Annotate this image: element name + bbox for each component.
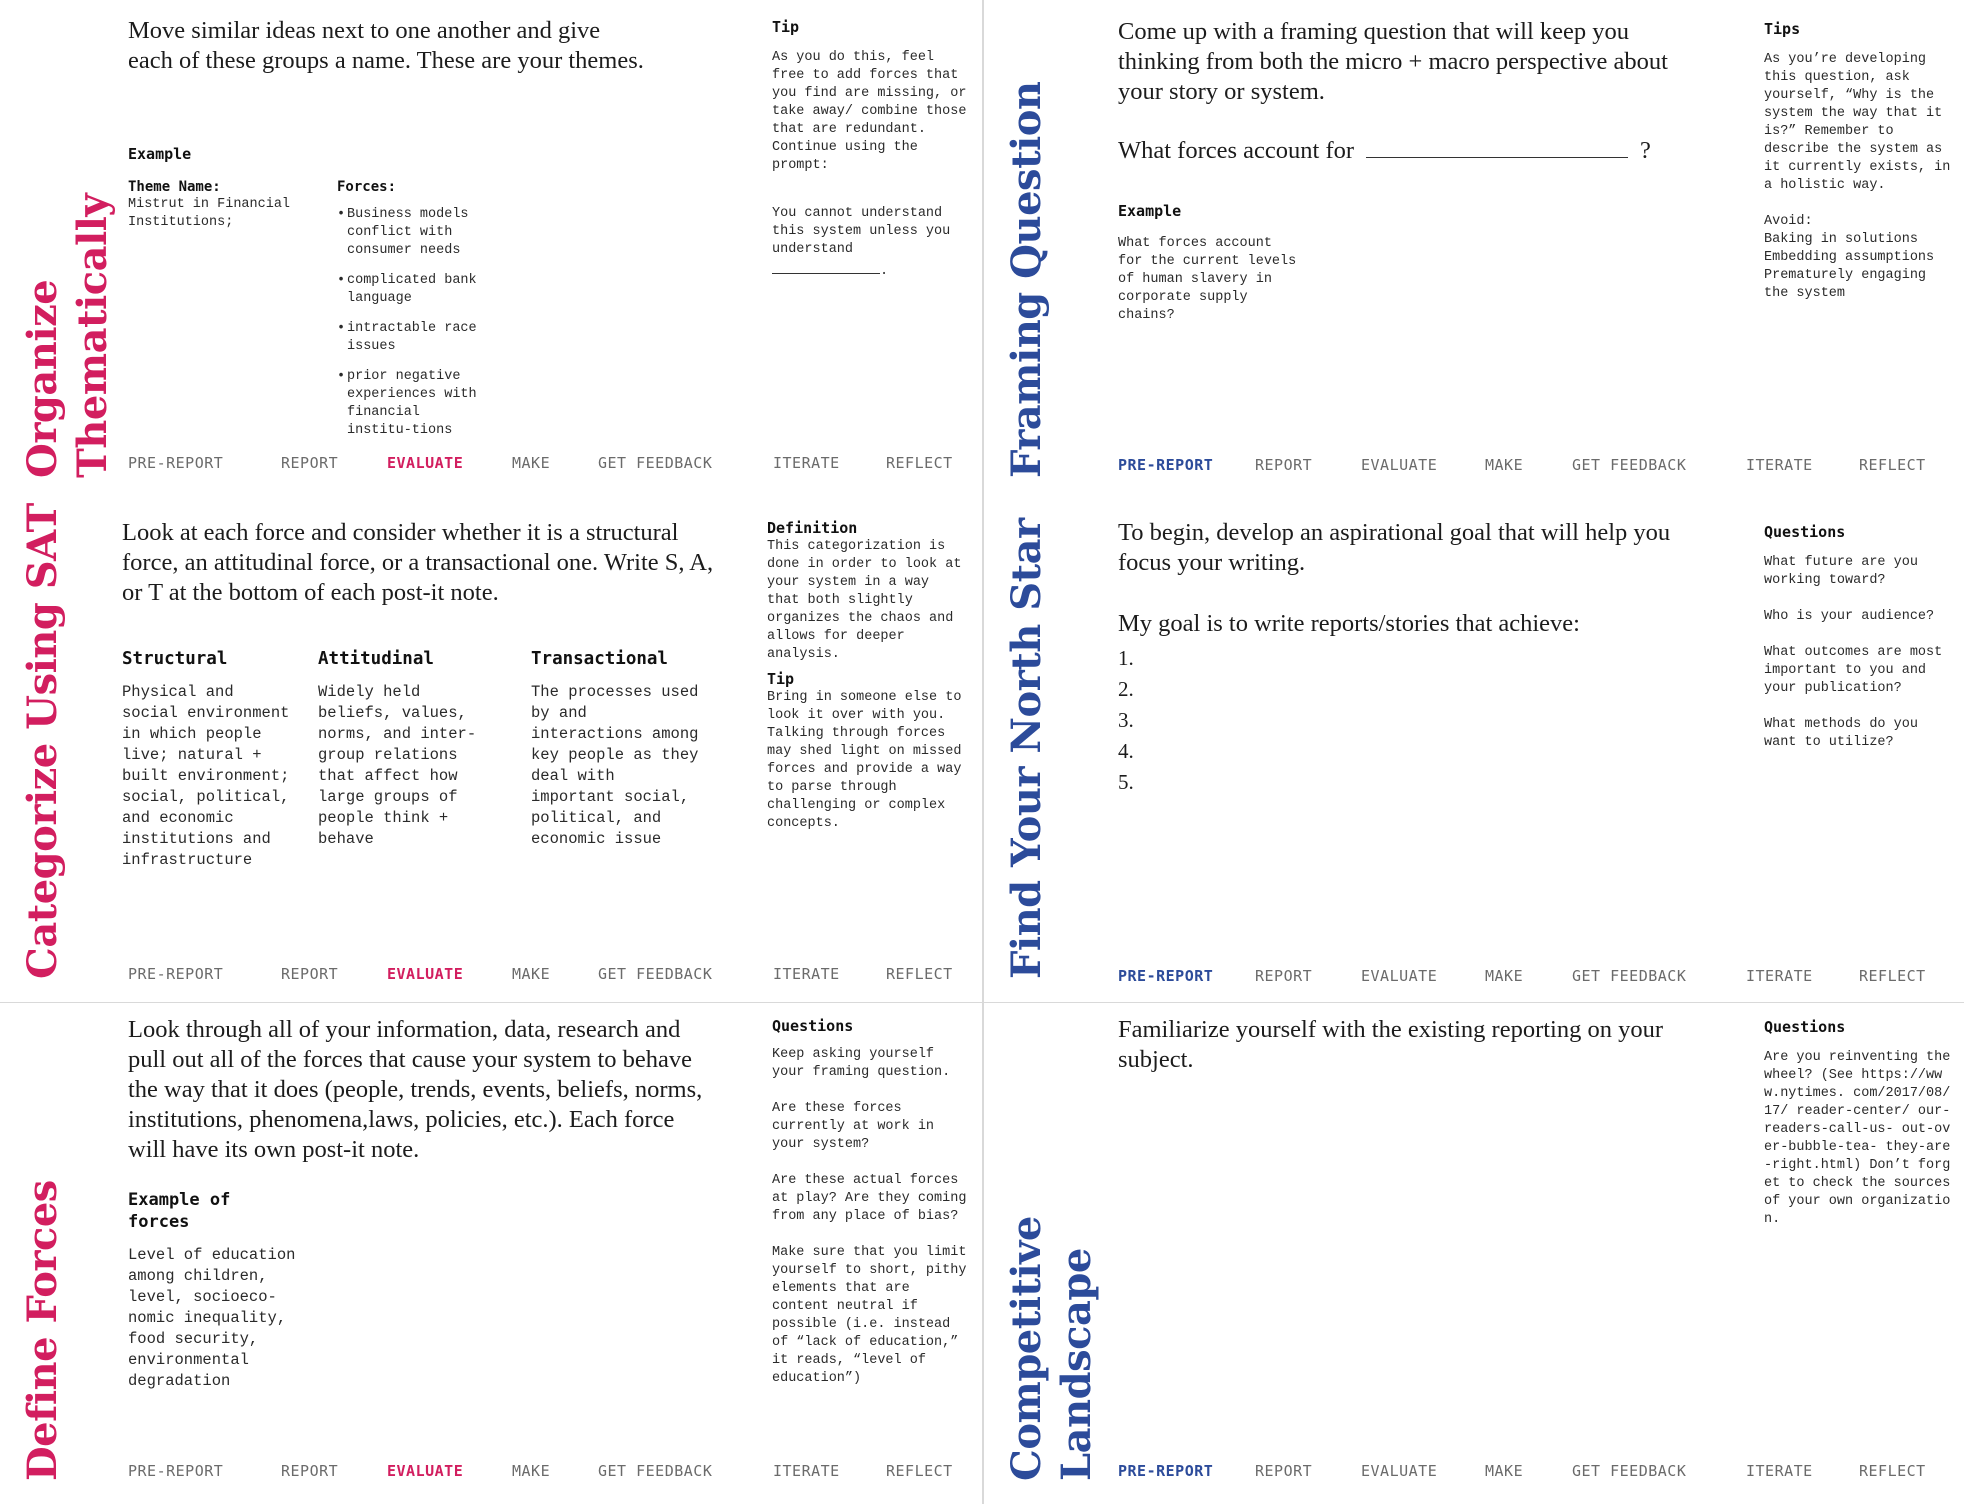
question-item: What future are you working toward? — [1764, 555, 1918, 588]
question-item: Are these actual forces at play? Are they coming from any place of bias? — [772, 1173, 967, 1224]
question-blank[interactable] — [1366, 137, 1628, 158]
nav-pre-report[interactable]: PRE-REPORT — [128, 965, 224, 983]
card-organize-thematically — [0, 0, 982, 501]
nav-iterate[interactable]: ITERATE — [1746, 1462, 1813, 1480]
card-intro: Look at each force and consider whether it is a structural force, an attitudinal force, or a transactional one. Write S, A, or T at the bottom of each post-it note. — [122, 519, 714, 606]
nav-iterate[interactable]: ITERATE — [773, 454, 840, 472]
nav-evaluate[interactable]: EVALUATE — [1361, 1462, 1438, 1480]
card-define-forces — [0, 1003, 982, 1504]
card-competitive-landscape — [984, 1003, 1964, 1504]
list-item: • prior negative experiences with financial institu-tions — [337, 368, 487, 440]
questions-sidebar — [772, 1017, 968, 1388]
nav-pre-report[interactable]: PRE-REPORT — [1118, 1462, 1214, 1480]
forces-list — [337, 206, 487, 440]
question-item: Who is your audience? — [1764, 609, 1935, 624]
nav-make[interactable]: MAKE — [512, 965, 551, 983]
nav-report[interactable]: REPORT — [1255, 456, 1313, 474]
example-label: Example of forces — [128, 1190, 231, 1232]
nav-get-feedback[interactable]: GET FEEDBACK — [598, 965, 713, 983]
phase-nav — [1118, 454, 1946, 476]
nav-get-feedback[interactable]: GET FEEDBACK — [598, 1462, 713, 1480]
tip-text: As you do this, feel free to add forces that you find are missing, or take away/ combine those that are redundant. Continue using the prompt: — [772, 50, 967, 173]
example-text: What forces account for the current levels of human slavery in corporate supply chains? — [1118, 236, 1297, 323]
column-text: Physical and social environment in which people live; natural + built environment; social, political, and economic institutions and infrastructure — [122, 683, 290, 869]
goal-prompt: My goal is to write reports/stories that achieve: — [1118, 610, 1580, 637]
nav-evaluate[interactable]: EVALUATE — [387, 1462, 464, 1480]
avoid-item: Baking in solutions — [1764, 232, 1918, 247]
nav-get-feedback[interactable]: GET FEEDBACK — [598, 454, 713, 472]
tips-label: Tips — [1764, 20, 1801, 38]
framing-question-prompt — [1118, 136, 1718, 166]
card-framing-question — [984, 0, 1964, 501]
column-heading: Attitudinal — [318, 649, 434, 669]
title-line: Find Your North Star — [1003, 518, 1050, 979]
list-item: • Business models conflict with consumer needs — [337, 206, 487, 260]
tips-sidebar — [1764, 20, 1954, 303]
questions-label: Questions — [1764, 523, 1846, 541]
sat-column-transactional — [531, 648, 707, 850]
sat-column-structural — [122, 648, 298, 871]
theme-block — [128, 178, 318, 232]
nav-iterate[interactable]: ITERATE — [773, 965, 840, 983]
theme-name-value: Mistrut in Financial Institutions; — [128, 197, 291, 230]
title-line: Define Forces — [19, 1180, 66, 1481]
nav-iterate[interactable]: ITERATE — [1746, 456, 1813, 474]
questions-text: Are you reinventing the wheel? (See https://www.nytimes. com/2017/08/17/ reader-center/ our-readers-call-us- out-over-bubble-tea- they-are-right.html) Don’t forget to check the sources of your own organization. — [1764, 1050, 1951, 1227]
goal-item[interactable]: 4. — [1118, 739, 1134, 763]
column-heading: Structural — [122, 649, 228, 669]
definition-text: This categorization is done in order to look at your system in a way that both slightly organizes the chaos and allows for deeper analysis. — [767, 539, 962, 662]
card-title — [18, 193, 116, 478]
nav-get-feedback[interactable]: GET FEEDBACK — [1572, 1462, 1687, 1480]
title-line: Categorize Using SAT — [19, 503, 66, 979]
phase-nav — [1118, 967, 1946, 989]
nav-pre-report[interactable]: PRE-REPORT — [128, 454, 224, 472]
card-title — [18, 1180, 66, 1481]
tip-label: Tip — [767, 670, 795, 688]
phase-nav — [128, 454, 956, 476]
phase-nav — [1118, 1462, 1946, 1484]
nav-reflect[interactable]: REFLECT — [1859, 1462, 1926, 1480]
nav-reflect[interactable]: REFLECT — [886, 454, 953, 472]
definition-label: Definition — [767, 519, 858, 537]
card-categorize-using-sat — [0, 501, 982, 1002]
nav-pre-report[interactable]: PRE-REPORT — [128, 1462, 224, 1480]
nav-iterate[interactable]: ITERATE — [773, 1462, 840, 1480]
nav-reflect[interactable]: REFLECT — [1859, 967, 1926, 985]
nav-reflect[interactable]: REFLECT — [886, 965, 953, 983]
question-suffix: ? — [1640, 137, 1651, 164]
nav-iterate[interactable]: ITERATE — [1746, 967, 1813, 985]
nav-pre-report[interactable]: PRE-REPORT — [1118, 967, 1214, 985]
nav-report[interactable]: REPORT — [281, 454, 339, 472]
title-line: Thematically — [69, 193, 116, 478]
nav-report[interactable]: REPORT — [1255, 967, 1313, 985]
title-line: Organize — [19, 279, 66, 478]
questions-sidebar — [1764, 523, 1954, 752]
question-item: What methods do you want to utilize? — [1764, 717, 1918, 750]
goal-item[interactable]: 3. — [1118, 708, 1134, 732]
list-item: • intractable race issues — [337, 320, 487, 356]
example-label: Example — [128, 145, 192, 163]
forces-block — [337, 178, 487, 452]
nav-get-feedback[interactable]: GET FEEDBACK — [1572, 967, 1687, 985]
card-title — [1002, 1216, 1100, 1481]
card-intro: Familiarize yourself with the existing reporting on your subject. — [1118, 1016, 1664, 1073]
nav-reflect[interactable]: REFLECT — [1859, 456, 1926, 474]
card-intro: Move similar ideas next to one another and give each of these groups a name. These are your themes. — [128, 17, 644, 74]
blank-line — [772, 259, 880, 274]
goal-item[interactable]: 2. — [1118, 677, 1134, 701]
card-intro: To begin, develop an aspirational goal that will help you focus your writing. — [1118, 519, 1671, 576]
tip-label: Tip — [772, 18, 800, 36]
title-line: Framing Question — [1003, 81, 1050, 478]
tip-prompt-blank — [772, 259, 968, 281]
tips-text: As you’re developing this question, ask yourself, “Why is the system the way that it is?” Remember to describe the system as it currently exists, in a holistic way. — [1764, 52, 1951, 193]
question-item: What outcomes are most important to you and your publication? — [1764, 645, 1943, 696]
nav-report[interactable]: REPORT — [1255, 1462, 1313, 1480]
definition-sidebar — [767, 519, 967, 833]
theme-name-label: Theme Name: — [128, 179, 221, 195]
nav-report[interactable]: REPORT — [281, 965, 339, 983]
nav-evaluate[interactable]: EVALUATE — [387, 454, 464, 472]
tip-sidebar — [772, 18, 968, 281]
card-title — [1002, 81, 1050, 478]
phase-nav — [128, 965, 956, 987]
goal-item[interactable]: 5. — [1118, 770, 1134, 794]
sat-column-attitudinal — [318, 648, 494, 850]
tip-prompt: You cannot understand this system unless you understand — [772, 206, 951, 257]
question-item: Make sure that you limit yourself to short, pithy elements that are content neutral if possible (i.e. instead of “lack of education,” it reads, “level of education”) — [772, 1245, 967, 1386]
column-text: Widely held beliefs, values, norms, and inter-group relations that affect how large groups of people think + behave — [318, 683, 477, 848]
nav-make[interactable]: MAKE — [512, 454, 551, 472]
questions-label: Questions — [772, 1017, 854, 1035]
avoid-label: Avoid: — [1764, 214, 1813, 229]
column-text: The processes used by and interactions among key people as they deal with important social, political, and economic issue — [531, 683, 699, 848]
nav-get-feedback[interactable]: GET FEEDBACK — [1572, 456, 1687, 474]
nav-pre-report[interactable]: PRE-REPORT — [1118, 456, 1214, 474]
nav-make[interactable]: MAKE — [1485, 456, 1524, 474]
nav-make[interactable]: MAKE — [1485, 1462, 1524, 1480]
nav-evaluate[interactable]: EVALUATE — [1361, 456, 1438, 474]
title-line: Landscape — [1053, 1248, 1100, 1481]
phase-nav — [128, 1462, 956, 1484]
column-heading: Transactional — [531, 649, 668, 669]
example-text: Level of education among children, level, socioeco-nomic inequality, food security, environmental degradation — [128, 1246, 296, 1390]
goal-item[interactable]: 1. — [1118, 646, 1134, 670]
prompt-end: . — [880, 264, 889, 279]
card-title — [18, 503, 66, 979]
forces-label: Forces: — [337, 179, 397, 195]
question-prefix: What forces account for — [1118, 137, 1355, 164]
example-label: Example — [1118, 202, 1182, 220]
avoid-item: Prematurely engaging the system — [1764, 268, 1927, 301]
title-line: Competitive — [1003, 1216, 1050, 1481]
nav-make[interactable]: MAKE — [512, 1462, 551, 1480]
card-intro: Look through all of your information, data, research and pull out all of the forces that cause your system to behave the way that it does (people, trends, events, beliefs, norms, institutions, phenomena,laws, policies, etc.). Each force will have its own post-it note. — [128, 1016, 703, 1163]
tip-text: Bring in someone else to look it over with you. Talking through forces may shed light on missed forces and provide a way to parse through challenging or complex concepts. — [767, 690, 962, 831]
questions-label: Questions — [1764, 1018, 1846, 1036]
nav-report[interactable]: REPORT — [281, 1462, 339, 1480]
avoid-item: Embedding assumptions — [1764, 250, 1935, 265]
list-item: • complicated bank language — [337, 272, 487, 308]
goals-list — [1118, 643, 1134, 798]
nav-reflect[interactable]: REFLECT — [886, 1462, 953, 1480]
card-find-your-north-star — [984, 501, 1964, 1002]
question-item: Keep asking yourself your framing question. — [772, 1047, 951, 1080]
questions-sidebar — [1764, 1018, 1956, 1229]
card-intro: Come up with a framing question that will keep you thinking from both the micro + macro perspective about your story or system. — [1118, 18, 1668, 105]
card-title — [1002, 518, 1050, 979]
nav-evaluate[interactable]: EVALUATE — [1361, 967, 1438, 985]
nav-evaluate[interactable]: EVALUATE — [387, 965, 464, 983]
nav-make[interactable]: MAKE — [1485, 967, 1524, 985]
question-item: Are these forces currently at work in your system? — [772, 1101, 935, 1152]
